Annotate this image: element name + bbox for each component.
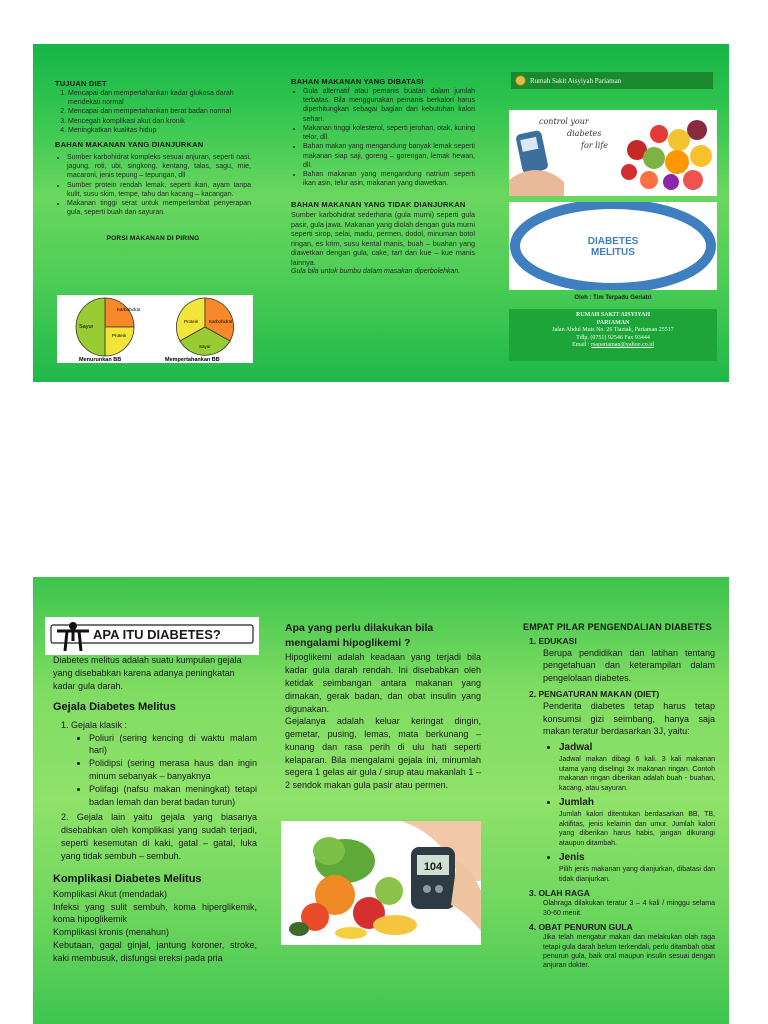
komplikasi-kronis-text: Kebutaan, gagal ginjal, jantung koroner, stroke, kaki membusuk, disfungsi ereksi pada pria — [53, 940, 257, 963]
vegetables-glucometer-photo — [281, 821, 481, 945]
list-item: • Sumber protein rendah lemak, seperti ikan, ayam tanpa kulit, susu skim, tempe, tahu dan kacang – kacangan. — [67, 181, 251, 199]
diabetes-ring-svg — [509, 202, 717, 290]
diabetes-control-photo — [509, 110, 717, 196]
list-item — [559, 796, 715, 848]
dianjurkan-list — [55, 153, 251, 218]
dianjurkan-title: BAHAN MAKANAN YANG DIANJURKAN — [55, 140, 204, 150]
gejala-klasik-label: 1. Gejala klasik : — [61, 719, 128, 730]
hospital-email-line — [509, 342, 717, 350]
pie2-protein-label: Protein — [184, 319, 199, 324]
komplikasi-akut-text: Infeksi yang sulit sembuh, koma hiperglikemik, koma hipoglikemik — [53, 901, 257, 925]
pilar-edukasi-title: 1. EDUKASI — [529, 635, 577, 646]
email-label: Email : — [572, 342, 592, 348]
pie1-sayur-label: Sayur — [79, 324, 94, 330]
photo-line-2: diabetes — [567, 129, 602, 138]
pilar-obat-text: Jika telah mengatur makan dan melakukan olah raga tetapi gula darah belum terkendali, perlu ditambah obat penurun gula, baik oral maupun insulin sesuai dengan anjuran dokter. — [543, 934, 715, 970]
pilar-olahraga-title: 3. OLAH RAGA — [529, 888, 590, 899]
list-item: • Polifagi (nafsu makan meningkat) tetapi badan lemah dan berat badan turun) — [89, 783, 257, 809]
plate-pies-svg — [57, 295, 253, 363]
tiga-j-list — [523, 741, 715, 884]
pilar-olahraga-text: Olahraga dilakukan teratur 3 – 4 kali / minggu selama 30-60 menit. — [543, 900, 715, 917]
pie2-sayur-label: Sayur — [199, 344, 211, 349]
brochure-outside-panel — [33, 577, 729, 1024]
pie1-karbohidrat-label: Karbohidrat — [117, 307, 141, 312]
column-hipoglikemi — [285, 621, 481, 792]
hipoglikemi-paragraph-2: Gejalanya adalah keluar keringat dingin, gemetar, pusing, lemas, mata berkunang – kunang dan rasa perih di ulu hati seperti kelaparan. Bila mengalami gejala ini, minumlah segera 1 gelas air gula / sirup atau makanlah 1 – 2 sendok makan gula pasir atau permen. — [285, 716, 481, 791]
pie-mempertahankan-bb — [165, 298, 234, 363]
gejala-klasik-list — [53, 732, 257, 809]
porsi-title: PORSI MAKANAN DI PIRING — [106, 234, 200, 242]
jumlah-text: Jumlah kalori ditentukan berdasarkan BB, TB, aktifitas, jenis kelamin dan umur. Jumlah kalori yang diberikan harus habis, jangan dikurangi ataupun ditambah. — [559, 811, 715, 847]
brochure-inside-panel — [33, 44, 729, 382]
empat-pilar-title: EMPAT PILAR PENGENDALIAN DIABETES — [523, 622, 712, 632]
list-item: • Bahan makan yang mengandung banyak lemak seperti makanan siap saji, goreng – gorengan, lemak hewan, dll. — [303, 142, 475, 170]
vegetables-glucometer-illustration — [281, 821, 481, 945]
hospital-header-text: Rumah Sakit Aisyiyah Pariaman — [530, 76, 622, 85]
list-item: • Polidipsi (sering merasa haus dan ingin minum sebanyak – banyaknya — [89, 757, 257, 783]
hospital-address: Jalan Abdul Muis No. 26 Tiaztak, Pariaman 25517 — [552, 327, 674, 333]
apa-itu-diabetes-banner — [45, 617, 259, 655]
list-item: 1. Mencapai dan mempertahankan kadar glukosa darah mendekati normal — [68, 89, 251, 107]
column-bahan-makanan — [291, 77, 475, 277]
list-item: • Poliuri (sering kencing di waktu malam hari) — [89, 732, 257, 758]
tidak-dianjurkan-title: BAHAN MAKANAN YANG TIDAK DIANJURKAN — [291, 200, 466, 210]
hospital-header-bar — [511, 72, 713, 89]
hipoglikemi-paragraph-1: Hipoglikemi adalah keadaan yang terjadi bila kadar gula darah rendah. Ini disebabkan oleh ketidak seimbangan antara makanan yang dimakan, gerak badan, dan obat insulin yang digunakan. — [285, 652, 481, 714]
glucose-meter-fruits-illustration — [509, 110, 717, 196]
pilar-obat-title: 4. OBAT PENURUN GULA — [529, 922, 633, 933]
gejala-lain: 2. Gejala lain yaitu gejala yang biasanya disebabkan oleh komplikasi yang sudah terjadi, seperti kesemutan di kaki, gatal – gatal, luka yang tidak sembuh – sembuh. — [61, 812, 257, 861]
hospital-contact-box — [509, 309, 717, 361]
pie1-caption: Menurunkan BB — [79, 357, 122, 363]
list-item: 3. Mencegah komplikasi akut dan kronik — [68, 117, 251, 126]
photo-line-3: for life — [581, 141, 608, 150]
author-credit: Oleh : Tim Terpadu Geriatri — [574, 295, 652, 301]
tidak-dianjurkan-note: Gula bila untuk bumbu dalam masakan diperbolehkan. — [291, 268, 461, 276]
list-item: • Bahan makanan yang mengandung natrium seperti ikan asin, telur asin, makanan yang diawetkan. — [303, 170, 475, 188]
tujuan-diet-list — [55, 89, 251, 135]
dibatasi-title: BAHAN MAKANAN YANG DIBATASI — [291, 77, 424, 86]
column-tujuan-diet — [55, 79, 251, 243]
apa-itu-diabetes-banner-svg — [45, 617, 259, 655]
pie1-protein-label: Protein — [112, 333, 127, 338]
list-item: • Sumber karbohidrat kompleks sesuai anjuran, seperti nasi, jagung, roti, ubi, singkong, kentang, talas, sagu, mie, macaroni, jenis tepung – tepungan, dll — [67, 153, 251, 181]
pilar-diet-text: Penderita diabetes tetap harus tetap konsumsi gizi seimbang, hanya saja makan teratur berdasarkan 3J, yaitu: — [543, 700, 715, 737]
pie2-karbohidrat-label: Karbohidrat — [209, 319, 233, 324]
hospital-phone: Tdlp. (0751) 92546 Fax 93444 — [576, 334, 650, 341]
diabetes-definition: Diabetes melitus adalah suatu kumpulan gejala yang disebabkan karena adanya peningkatan kadar gula darah. — [53, 655, 242, 691]
list-item: • Gula alternatif atau pemanis buatan dalam jumlah terbatas. Bila menggunakan pemanis berkalori harus diperhitungkan sebagai bagian dari kebutuhan kalori sehari. — [303, 87, 475, 124]
list-item: • Makanan tinggi serat untuk memperlambat penyerapan gula, seperti buah dan sayuran. — [67, 199, 251, 217]
hospital-email-link[interactable]: rsapariaman@yahoo.co.id — [591, 342, 654, 348]
list-item — [559, 741, 715, 793]
banner-text: APA ITU DIABETES? — [93, 627, 221, 642]
jenis-title: • Jenis — [559, 852, 585, 864]
circle-title-diabetes: DIABETES — [587, 236, 639, 247]
dibatasi-list — [291, 87, 475, 189]
komplikasi-kronis-label: Komplikasi kronis (menahun) — [53, 927, 170, 938]
jumlah-title: • Jumlah — [559, 797, 595, 809]
photo-line-1: control your — [539, 117, 589, 126]
circle-title-melitus: MELITUS — [591, 247, 635, 258]
jenis-text: Pilih jenis makanan yang dianjurkan, dibatasi dan tidak dianjurkan. — [559, 866, 715, 883]
pie-menurunkan-bb — [76, 298, 141, 363]
tujuan-diet-title: TUJUAN DIET — [55, 79, 107, 88]
diabetes-melitus-emblem — [509, 202, 717, 290]
column-empat-pilar — [523, 621, 715, 971]
list-item: • Makanan tinggi kolesterol, seperti jerohan, otak, kuning telor, dll. — [303, 124, 475, 142]
list-item — [559, 851, 715, 884]
hospital-name-line1: RUMAH SAKIT AISYIYAH — [575, 312, 651, 318]
komplikasi-title: Komplikasi Diabetes Melitus — [53, 873, 202, 886]
plate-portion-illustration — [57, 295, 253, 363]
hipoglikemi-title: Apa yang perlu dilakukan bila mengalami hipoglikemi ? — [285, 622, 434, 650]
pilar-diet-title: 2. PENGATURAN MAKAN (DIET) — [529, 688, 660, 699]
gejala-title: Gejala Diabetes Melitus — [53, 701, 176, 714]
column-apa-itu-diabetes — [53, 654, 257, 965]
jadwal-title: • Jadwal — [559, 742, 593, 754]
pie2-caption: Mempertahankan BB — [165, 357, 220, 363]
jadwal-text: Jadwal makan dibagi 6 kali. 3 kali makanan utama yang diselingi 3x makanan ringan. Contoh makanan ringan diberikan adalah buah - buahan, kacang, atau sayuran. — [559, 756, 715, 792]
list-item: 4. Meningkatkan kualitas hidup — [68, 126, 251, 135]
hospital-logo-icon — [515, 75, 526, 86]
komplikasi-akut-label: Komplikasi Akut (mendadak) — [53, 888, 168, 899]
list-item: 2. Mencapai dan mempertahankan berat badan normal — [68, 107, 251, 116]
meter-reading: 104 — [423, 861, 443, 873]
pilar-edukasi-text: Berupa pendidikan dan latihan tentang pengetahuan dan keterampilan dalam pengelolaan diabetes. — [543, 647, 715, 684]
hospital-name-line2: PARIAMAN — [596, 319, 630, 326]
tidak-dianjurkan-text: Sumber karbohidrat sederhana (gula murni) seperti gula pasir, gula jawa. Makanan yang diolah dengan gula murni seperti sirop, selai, madu, permen, dodol, minuman botol ringan, es krim, susu kental manis, buah – buahan yang diawetkan dengan gula, cake, tart dan kue – kue manis lainnya. — [291, 210, 475, 267]
